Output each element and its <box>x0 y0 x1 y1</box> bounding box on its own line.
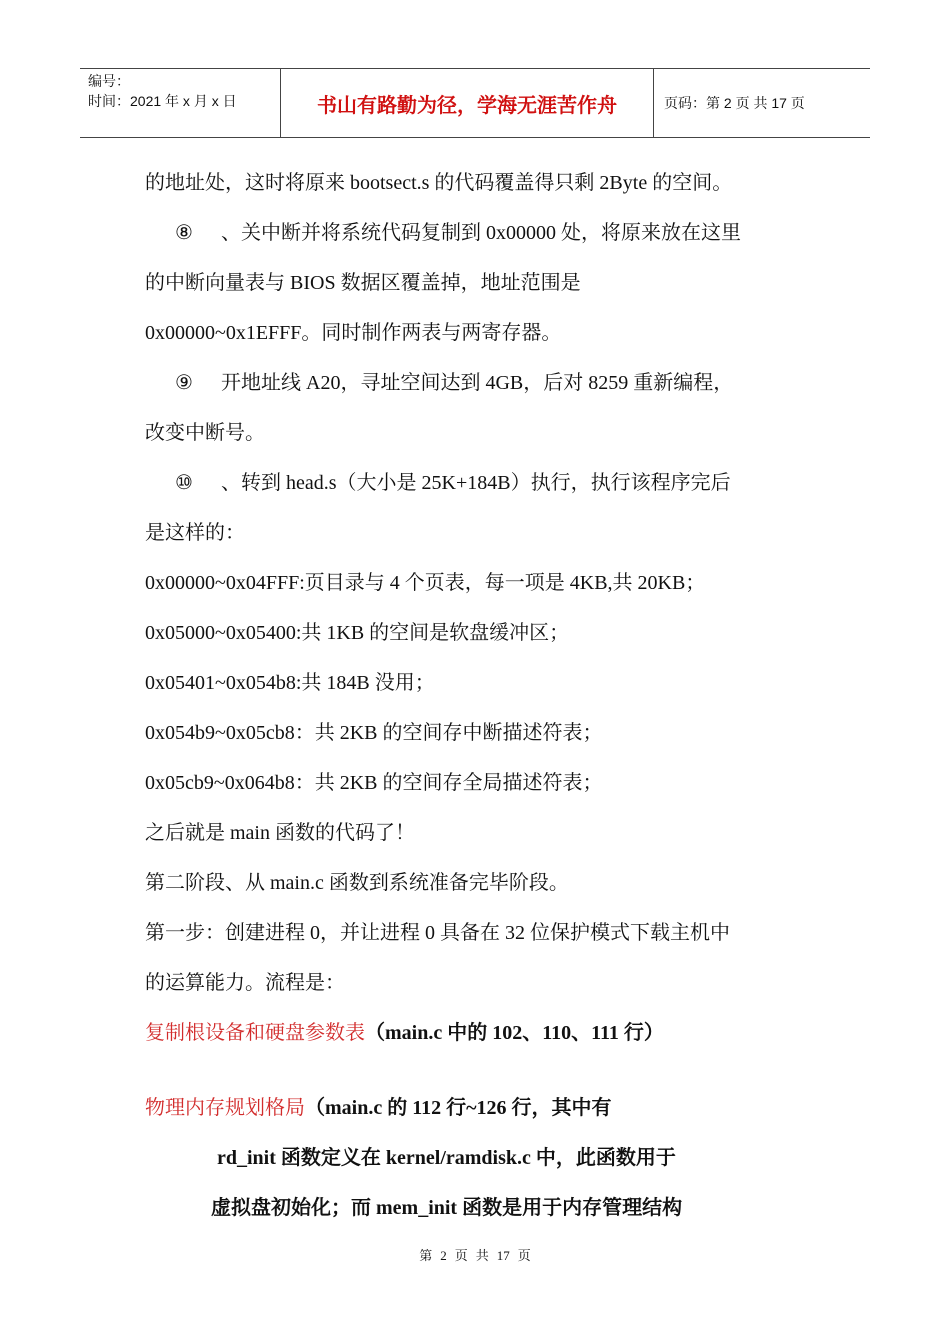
text-line: rd_init 函数定义在 kernel/ramdisk.c 中，此函数用于 <box>217 1147 676 1169</box>
text-line: 是这样的： <box>145 522 245 544</box>
text-line <box>145 1008 825 1058</box>
text-line: 0x05401~0x054b8:共 184B 没用； <box>145 672 435 694</box>
bold-text: （main.c 的 112 行~126 行，其中有 <box>305 1097 612 1119</box>
header-meta <box>80 69 281 137</box>
list-marker: ⑩ <box>175 472 193 494</box>
text-line: 的中断向量表与 BIOS 数据区覆盖掉，地址范围是 <box>145 272 581 294</box>
text-line: 之后就是 main 函数的代码了！ <box>145 822 415 844</box>
footer-page-number: 2 <box>440 1248 447 1263</box>
text-line: 第一步：创建进程 0，并让进程 0 具备在 32 位保护模式下载主机中 <box>145 922 730 944</box>
text-line <box>145 1083 825 1133</box>
text-line <box>145 458 825 508</box>
text-line <box>145 208 825 258</box>
text-line: 虚拟盘初始化；而 mem_init 函数是用于内存管理结构 <box>211 1197 683 1219</box>
time-label: 时间：2021 年 x 月 x 日 <box>88 93 237 109</box>
list-marker: ⑨ <box>175 372 193 394</box>
text-line: 0x054b9~0x05cb8：共 2KB 的空间存中断描述符表； <box>145 722 603 744</box>
text-line: 0x00000~0x1EFFF。同时制作两表与两寄存器。 <box>145 322 562 344</box>
number-label: 编号： <box>88 73 130 89</box>
highlight-text: 复制根设备和硬盘参数表 <box>145 1022 365 1044</box>
page-footer <box>0 1245 950 1264</box>
footer-page-total: 17 <box>496 1248 510 1263</box>
text-span: 开地址线 A20，寻址空间达到 4GB，后对 8259 重新编程， <box>221 372 734 394</box>
text-line: 的地址处，这时将原来 bootsect.s 的代码覆盖得只剩 2Byte 的空间。 <box>145 172 733 194</box>
text-line: 改变中断号。 <box>145 422 265 444</box>
header-motto: 书山有路勤为径，学海无涯苦作舟 <box>281 69 654 137</box>
text-line: 0x00000~0x04FFF:页目录与 4 个页表，每一项是 4KB,共 20KB； <box>145 572 706 594</box>
text-line <box>145 358 825 408</box>
text-line: 0x05cb9~0x064b8：共 2KB 的空间存全局描述符表； <box>145 772 603 794</box>
spacer <box>145 1058 825 1083</box>
bold-text: （main.c 中的 102、110、111 行） <box>365 1022 664 1044</box>
page-header <box>80 68 870 138</box>
text-span: 、关中断并将系统代码复制到 0x00000 处，将原来放在这里 <box>221 222 741 244</box>
text-span: 、转到 head.s（大小是 25K+184B）执行，执行该程序完后 <box>221 472 731 494</box>
footer-text: 页 <box>517 1248 531 1263</box>
document-body <box>145 158 825 1233</box>
text-line: 的运算能力。流程是： <box>145 972 345 994</box>
header-page-label: 页码：第 2 页 共 17 页 <box>664 95 805 111</box>
text-line: 0x05000~0x05400:共 1KB 的空间是软盘缓冲区； <box>145 622 570 644</box>
footer-text: 共 <box>475 1248 489 1263</box>
footer-text: 页 <box>454 1248 468 1263</box>
highlight-text: 物理内存规划格局 <box>145 1097 305 1119</box>
footer-text: 第 <box>419 1248 433 1263</box>
text-line: 第二阶段、从 main.c 函数到系统准备完毕阶段。 <box>145 872 569 894</box>
list-marker: ⑧ <box>175 222 193 244</box>
